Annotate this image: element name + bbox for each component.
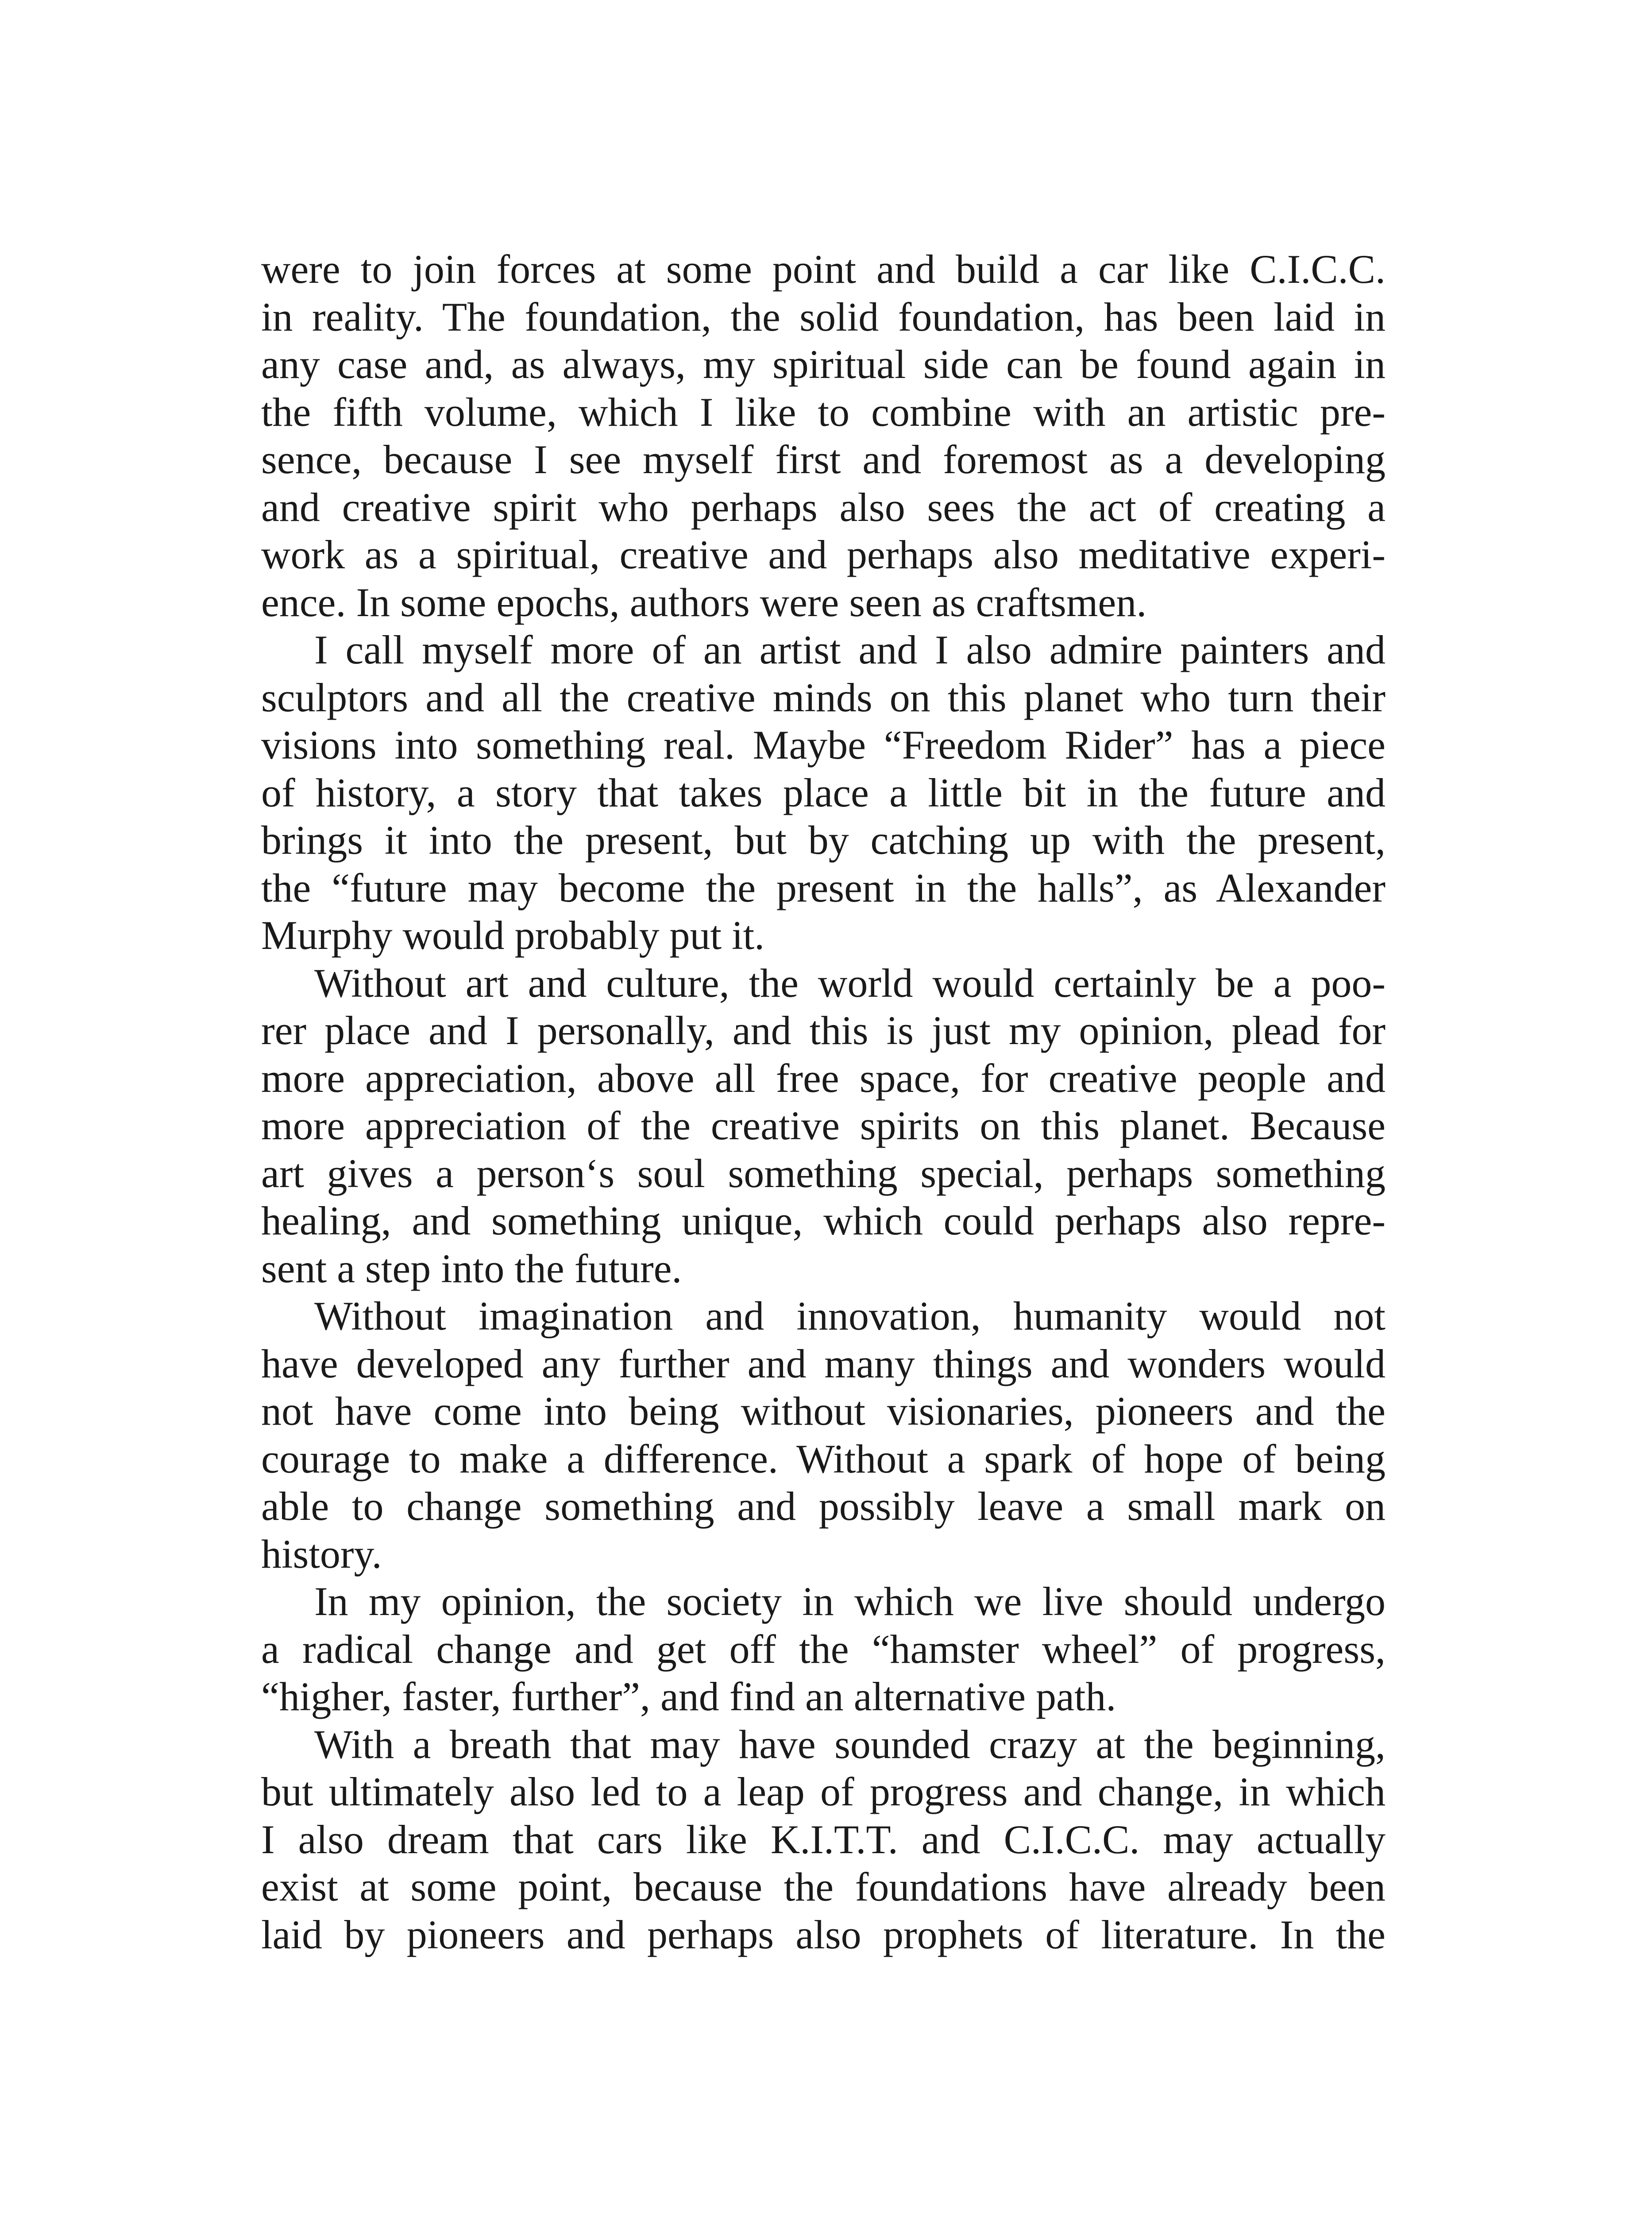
text-line: history.	[261, 1531, 382, 1577]
text-line: the “future may become the present in the halls”, as Alexander	[261, 865, 1386, 910]
text-line: sent a step into the future.	[261, 1245, 682, 1291]
text-line: were to join forces at some point and build a car like C.I.C.C.	[261, 247, 1386, 292]
text-line: any case and, as always, my spiritual side can be found again in	[261, 342, 1386, 387]
text-line: With a breath that may have sounded crazy at the beginning,	[314, 1721, 1386, 1767]
text-line: have developed any further and many things and wonders would	[261, 1341, 1386, 1386]
text-line: more appreciation of the creative spirits on this planet. Because	[261, 1103, 1386, 1148]
text-line: the fifth volume, which I like to combine with an artistic pre-	[261, 389, 1386, 435]
text-line: but ultimately also led to a leap of progress and change, in which	[261, 1769, 1386, 1814]
text-line: of history, a story that takes place a little bit in the future and	[261, 770, 1386, 815]
text-line: work as a spiritual, creative and perhaps also meditative experi-	[261, 532, 1386, 577]
text-line: a radical change and get off the “hamster wheel” of progress,	[261, 1626, 1386, 1672]
text-line: I call myself more of an artist and I also admire painters and	[314, 627, 1386, 672]
text-line: and creative spirit who perhaps also sees the act of creating a	[261, 484, 1386, 530]
text-line: Without imagination and innovation, humanity would not	[314, 1293, 1386, 1338]
text-line: In my opinion, the society in which we live should undergo	[314, 1579, 1386, 1624]
text-line: courage to make a difference. Without a spark of hope of being	[261, 1436, 1386, 1481]
text-line: I also dream that cars like K.I.T.T. and C.I.C.C. may actually	[261, 1816, 1386, 1862]
text-line: in reality. The foundation, the solid foundation, has been laid in	[261, 294, 1386, 339]
text-line: art gives a person‘s soul something special, perhaps something	[261, 1150, 1386, 1196]
text-line: not have come into being without visionaries, pioneers and the	[261, 1388, 1386, 1434]
text-line: visions into something real. Maybe “Freedom Rider” has a piece	[261, 722, 1386, 767]
text-line: Without art and culture, the world would certainly be a poo-	[314, 960, 1386, 1006]
text-line: ence. In some epochs, authors were seen as craftsmen.	[261, 579, 1147, 625]
text-line: rer place and I personally, and this is just my opinion, plead for	[261, 1008, 1386, 1053]
body-text	[261, 246, 1386, 1959]
text-line: able to change something and possibly leave a small mark on	[261, 1484, 1386, 1529]
text-line: healing, and something unique, which could perhaps also repre-	[261, 1198, 1386, 1243]
text-line: sence, because I see myself first and foremost as a developing	[261, 437, 1386, 482]
text-line: sculptors and all the creative minds on this planet who turn their	[261, 675, 1386, 720]
text-line: exist at some point, because the foundations have already been	[261, 1864, 1386, 1909]
text-line: laid by pioneers and perhaps also prophets of literature. In the	[261, 1912, 1386, 1957]
text-line: Murphy would probably put it.	[261, 913, 765, 958]
text-line: more appreciation, above all free space, for creative people and	[261, 1055, 1386, 1101]
text-line: brings it into the present, but by catching up with the present,	[261, 817, 1386, 863]
text-line: “higher, faster, further”, and find an alternative path.	[261, 1674, 1116, 1719]
